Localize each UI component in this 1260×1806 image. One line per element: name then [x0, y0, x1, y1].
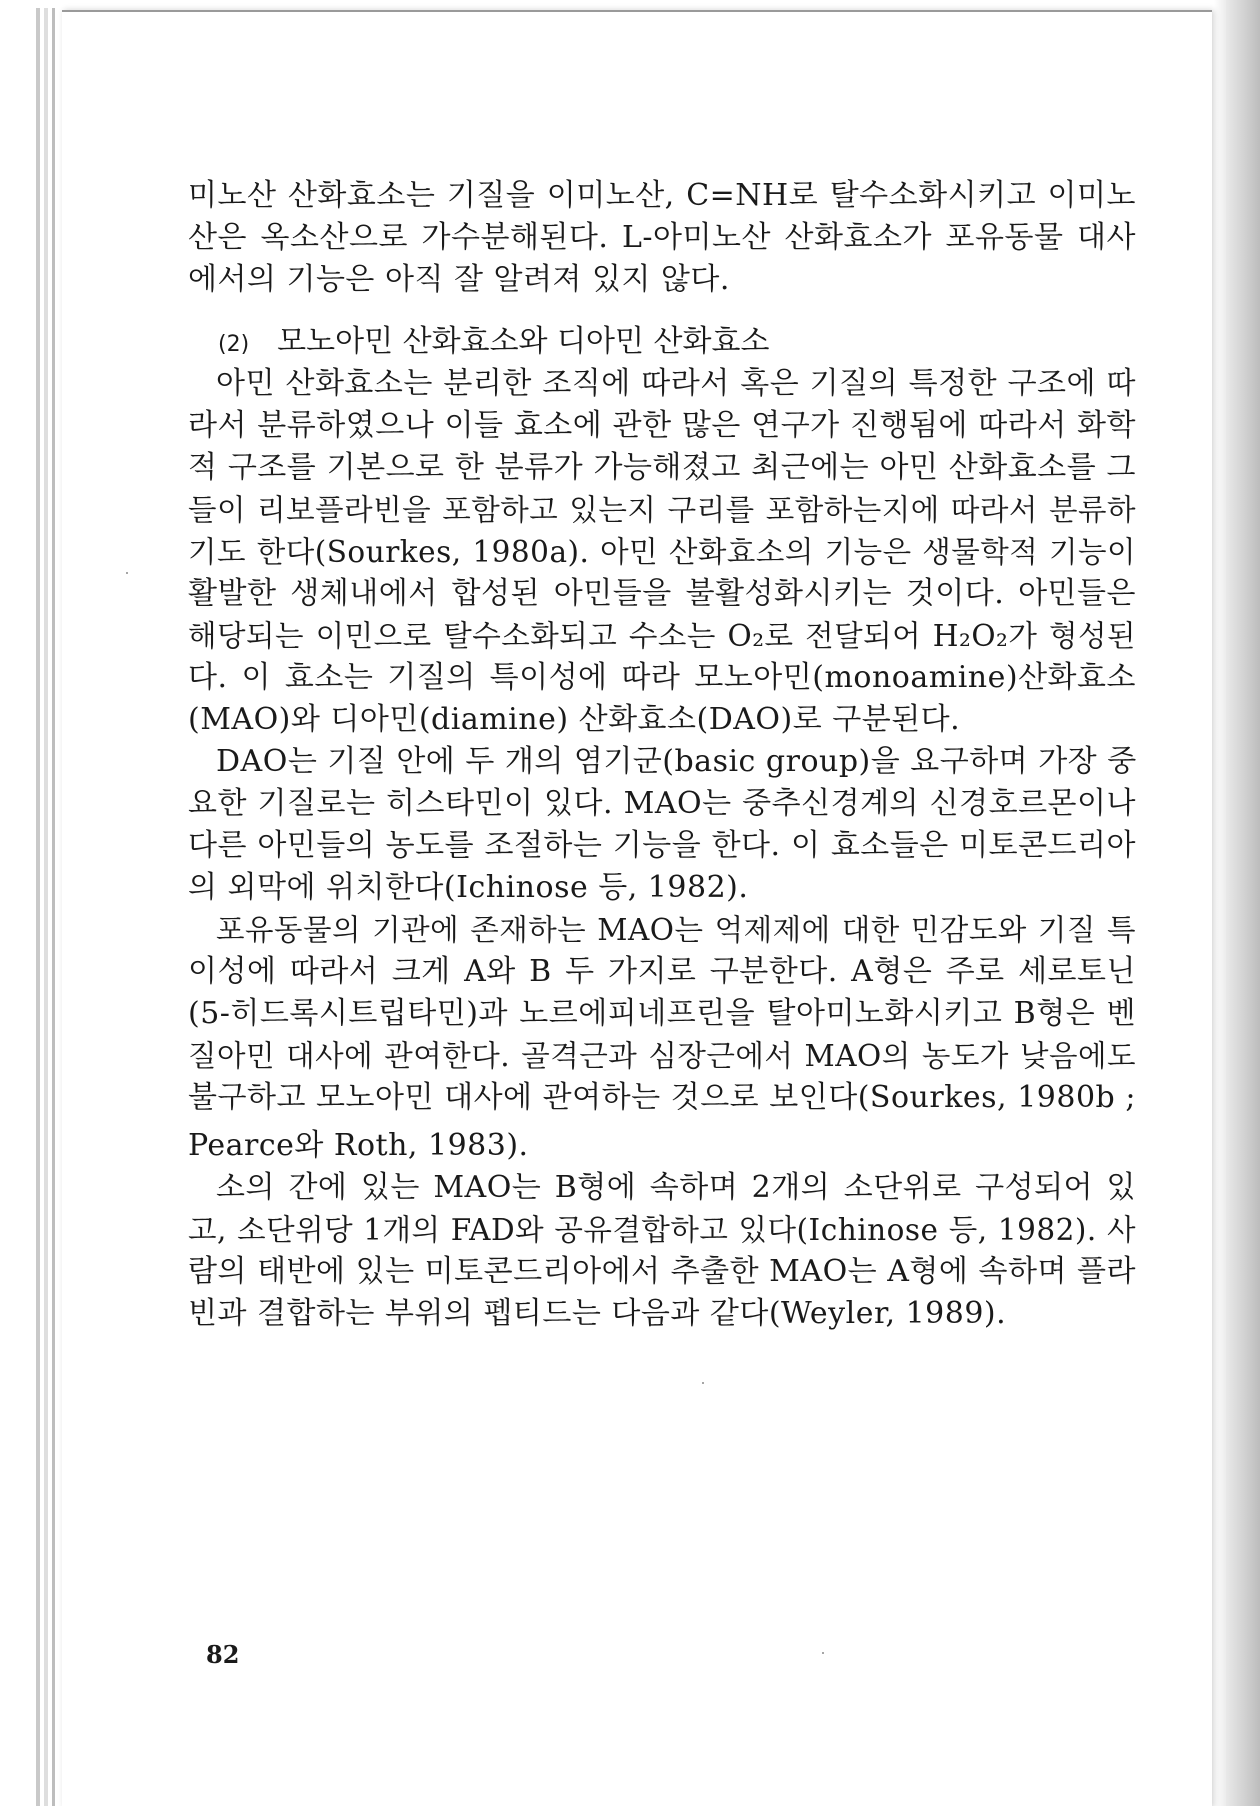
page-stack-edge: [36, 8, 40, 1806]
text-line: 에서의 기능은 아직 잘 알려져 있지 않다.: [188, 262, 730, 297]
text-line: 들이 리보플라빈을 포함하고 있는지 구리를 포함하는지에 따라서 분류하: [188, 493, 1136, 527]
text-line: 불구하고 모노아민 대사에 관여하는 것으로 보인다(Sourkes, 1980b ;: [188, 1080, 1136, 1115]
section-title: 모노아민 산화효소와 디아민 산화효소: [277, 324, 770, 359]
text-line: DAO는 기질 안에 두 개의 염기군(basic group)을 요구하며 가장 중: [216, 744, 1137, 779]
text-line: 기도 한다(Sourkes, 1980a). 아민 산화효소의 기능은 생물학적 기능이: [188, 535, 1136, 569]
page-number: 82: [206, 1640, 240, 1669]
text-line: 적 구조를 기본으로 한 분류가 가능해졌고 최근에는 아민 산화효소를 그: [188, 450, 1136, 485]
text-line: 질아민 대사에 관여한다. 골격근과 심장근에서 MAO의 농도가 낮음에도: [188, 1039, 1136, 1073]
text-line: 포유동물의 기관에 존재하는 MAO는 억제제에 대한 민감도와 기질 특: [216, 913, 1136, 947]
text-line: (5-히드록시트립타민)과 노르에피네프린을 탈아미노화시키고 B형은 벤: [188, 996, 1136, 1031]
scan-speck: [702, 1382, 704, 1384]
page-fold-shadow: [1214, 0, 1226, 1806]
text-line: 소의 간에 있는 MAO는 B형에 속하며 2개의 소단위로 구성되어 있: [216, 1170, 1136, 1205]
text-line: 이성에 따라서 크게 A와 B 두 가지로 구분한다. A형은 주로 세로토닌: [188, 954, 1136, 989]
page-stack-edge: [52, 8, 55, 1806]
text-line: 산은 옥소산으로 가수분해된다. L-아미노산 산화효소가 포유동물 대사: [188, 220, 1136, 255]
text-line: 람의 태반에 있는 미토콘드리아에서 추출한 MAO는 A형에 속하며 플라: [188, 1254, 1136, 1289]
text-line: 의 외막에 위치한다(Ichinose 등, 1982).: [188, 870, 749, 905]
section-number: (2): [218, 332, 250, 357]
text-line: 다른 아민들의 농도를 조절하는 기능을 한다. 이 효소들은 미토콘드리아: [188, 828, 1136, 863]
section-heading: [188, 321, 1136, 363]
text-line: 라서 분류하였으나 이들 효소에 관한 많은 연구가 진행됨에 따라서 화학: [188, 408, 1136, 443]
page-stack-edge-right: [1226, 0, 1260, 1806]
text-line: 다. 이 효소는 기질의 특이성에 따라 모노아민(monoamine)산화효소: [188, 660, 1136, 695]
text-line: (MAO)와 디아민(diamine) 산화효소(DAO)로 구분된다.: [188, 702, 961, 737]
scan-speck: [822, 1652, 824, 1654]
scan-speck: [126, 572, 128, 574]
text-line: Pearce와 Roth, 1983).: [188, 1128, 529, 1163]
text-line: 빈과 결합하는 부위의 펩티드는 다음과 같다(Weyler, 1989).: [188, 1296, 1007, 1331]
text-line: 해당되는 이민으로 탈수소화되고 수소는 O₂로 전달되어 H₂O₂가 형성된: [188, 619, 1136, 653]
text-line: 활발한 생체내에서 합성된 아민들을 불활성화시키는 것이다. 아민들은: [188, 576, 1136, 611]
text-line: 요한 기질로는 히스타민이 있다. MAO는 중추신경계의 신경호르몬이나: [188, 786, 1136, 821]
text-line: 아민 산화효소는 분리한 조직에 따라서 혹은 기질의 특정한 구조에 따: [216, 366, 1136, 401]
page-stack-edge: [44, 8, 48, 1806]
body-text: [188, 175, 1136, 1335]
text-line: 고, 소단위당 1개의 FAD와 공유결합하고 있다(Ichinose 등, 1982). 사: [188, 1213, 1136, 1247]
text-line: 미노산 산화효소는 기질을 이미노산, C=NH로 탈수소화시키고 이미노: [188, 178, 1136, 213]
